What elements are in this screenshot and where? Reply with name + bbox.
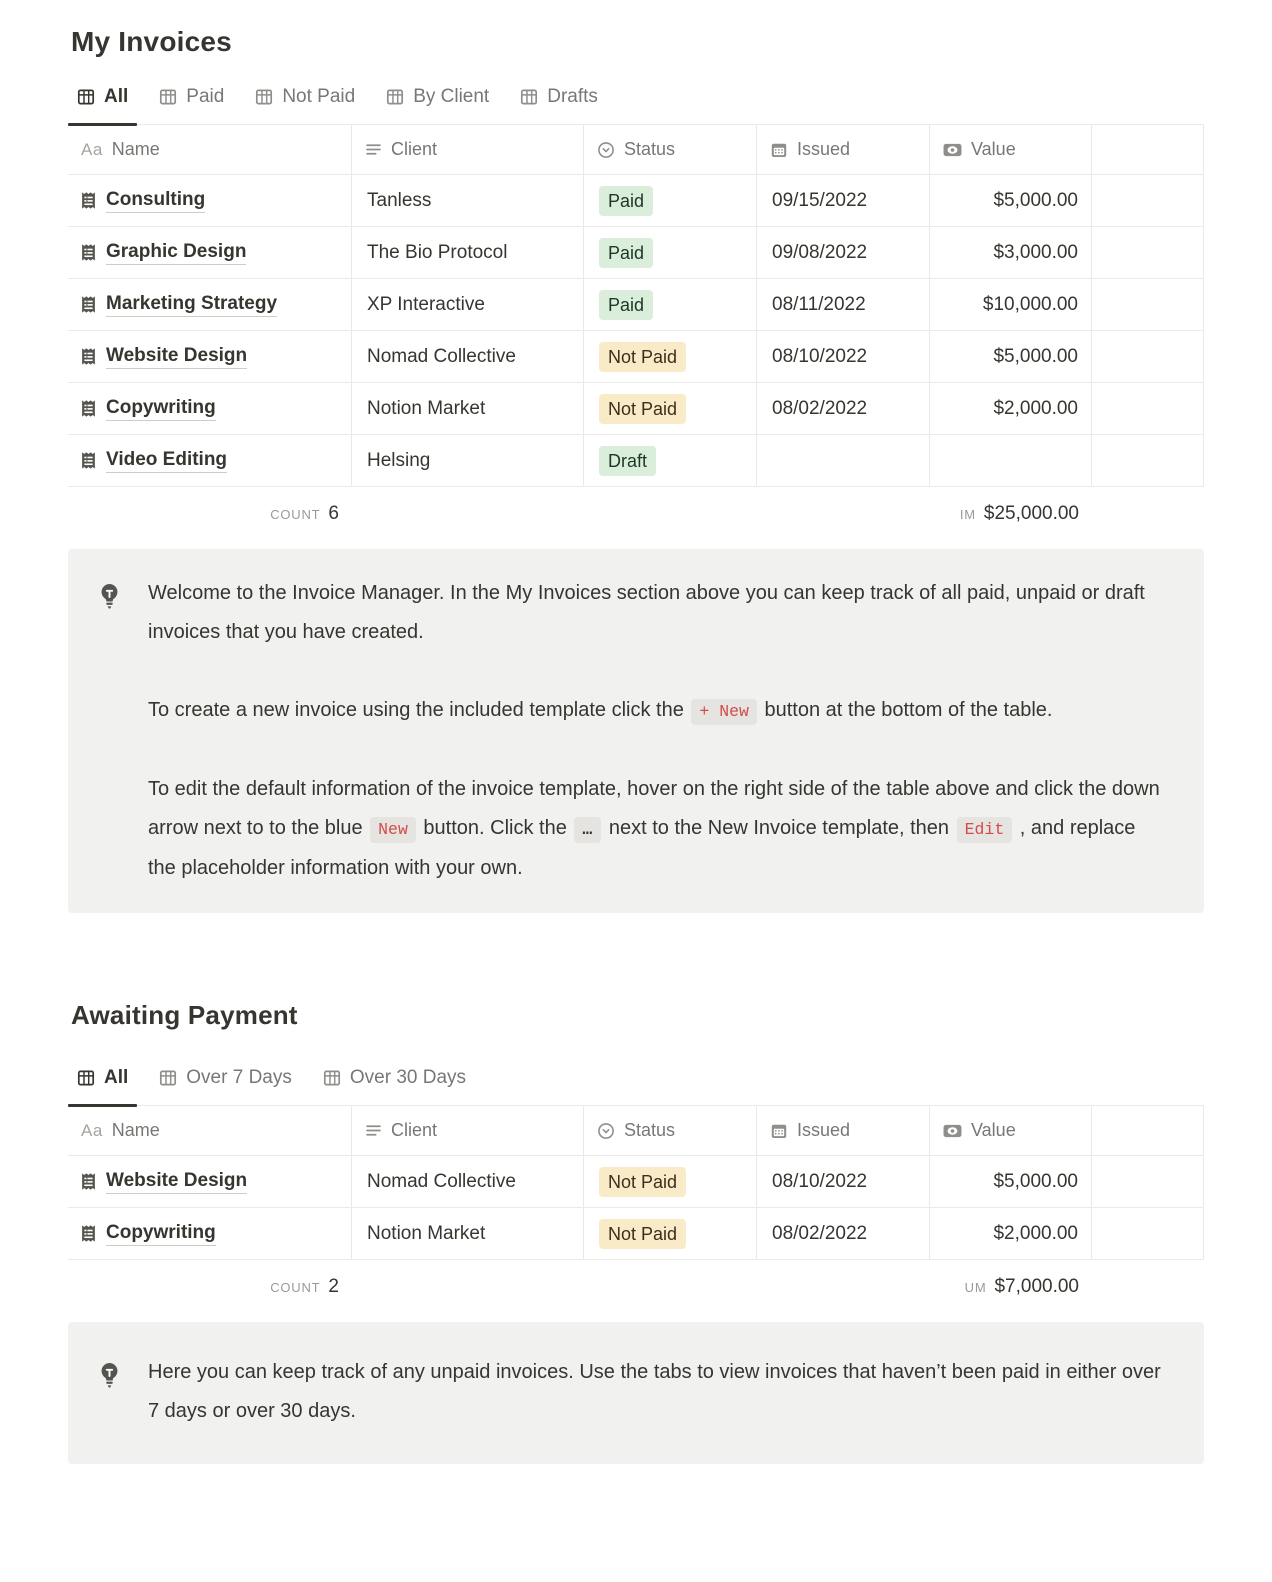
status-badge[interactable]: Draft xyxy=(599,446,656,476)
tab-label: All xyxy=(104,86,129,107)
table-view-icon xyxy=(323,1069,341,1087)
table-row xyxy=(68,331,1204,383)
column-header-client[interactable] xyxy=(352,1106,584,1156)
column-header-value[interactable] xyxy=(930,125,1092,175)
status-badge[interactable]: Paid xyxy=(599,290,653,320)
text-segment: Welcome to the Invoice Manager. In the My Invoices section above you can keep track of all paid, unpaid or draft invoices that you have created. xyxy=(148,582,1145,643)
issued-date-cell[interactable] xyxy=(757,435,930,487)
column-header-name[interactable] xyxy=(68,125,352,175)
sum-value: $25,000.00 xyxy=(983,503,1079,524)
text-segment: , and replace the placeholder information with your own. xyxy=(148,817,1136,879)
invoice-page-link[interactable]: Copywriting xyxy=(106,397,216,421)
status-badge[interactable]: Not Paid xyxy=(599,1219,686,1249)
column-header-client[interactable] xyxy=(352,125,584,175)
value-cell[interactable] xyxy=(930,435,1092,487)
count-label: COUNT xyxy=(270,1280,321,1295)
my-invoices-table xyxy=(68,125,1204,541)
money-icon xyxy=(943,142,962,158)
issued-date-cell[interactable]: 08/02/2022 xyxy=(757,383,930,435)
text-lines-icon xyxy=(365,1122,382,1139)
column-header-status[interactable] xyxy=(584,1106,757,1156)
awaiting-payment-section xyxy=(68,997,1204,1464)
client-cell[interactable]: Notion Market xyxy=(352,383,584,435)
column-header-label: Name xyxy=(111,1120,160,1140)
receipt-icon xyxy=(81,452,96,469)
callout-paragraph xyxy=(148,691,1164,731)
issued-date-cell[interactable]: 08/11/2022 xyxy=(757,279,930,331)
value-cell[interactable]: $2,000.00 xyxy=(930,1208,1092,1260)
invoice-name-cell[interactable] xyxy=(68,279,352,331)
status-cell[interactable] xyxy=(584,435,757,487)
callout-paragraph xyxy=(148,770,1164,888)
table-view-icon xyxy=(386,88,404,106)
value-cell[interactable]: $5,000.00 xyxy=(930,331,1092,383)
column-header-issued[interactable] xyxy=(757,125,930,175)
tab-not-paid[interactable] xyxy=(246,84,364,124)
invoice-name-cell[interactable] xyxy=(68,435,352,487)
receipt-icon xyxy=(81,296,96,313)
value-cell[interactable]: $5,000.00 xyxy=(930,1156,1092,1208)
row-spacer-cell xyxy=(1092,175,1204,227)
issued-date-cell[interactable]: 09/08/2022 xyxy=(757,227,930,279)
status-cell[interactable] xyxy=(584,383,757,435)
issued-date-cell[interactable]: 08/02/2022 xyxy=(757,1208,930,1260)
count-calculation[interactable] xyxy=(68,1260,352,1314)
status-badge[interactable]: Not Paid xyxy=(599,394,686,424)
my-invoices-section xyxy=(68,24,1204,913)
client-cell[interactable]: Tanless xyxy=(352,175,584,227)
invoice-name-cell[interactable] xyxy=(68,227,352,279)
calendar-icon xyxy=(770,1122,788,1140)
column-header-value[interactable] xyxy=(930,1106,1092,1156)
text-segment: next to the New Invoice template, then xyxy=(603,817,955,839)
table-row xyxy=(68,279,1204,331)
column-header-label: Client xyxy=(391,1120,438,1140)
section-title-my-invoices: My Invoices xyxy=(71,26,232,57)
status-badge[interactable]: Not Paid xyxy=(599,342,686,372)
inline-code-edit: Edit xyxy=(957,817,1013,843)
status-badge[interactable]: Not Paid xyxy=(599,1167,686,1197)
tab-label: All xyxy=(104,1067,129,1088)
row-spacer-cell xyxy=(1092,279,1204,331)
row-spacer-cell xyxy=(1092,331,1204,383)
issued-date-cell[interactable]: 09/15/2022 xyxy=(757,175,930,227)
issued-date-cell[interactable]: 08/10/2022 xyxy=(757,1156,930,1208)
my-invoices-callout xyxy=(68,549,1204,913)
receipt-icon xyxy=(81,1173,96,1190)
tab-over-30-days[interactable] xyxy=(314,1065,475,1105)
tab-label: Paid xyxy=(186,86,225,107)
column-header-label: Status xyxy=(624,139,676,159)
column-header-name[interactable] xyxy=(68,1106,352,1156)
status-cell[interactable] xyxy=(584,279,757,331)
tab-drafts[interactable] xyxy=(511,84,607,124)
status-cell[interactable] xyxy=(584,331,757,383)
table-footer-row xyxy=(68,1260,1204,1314)
column-header-label: Value xyxy=(971,139,1016,159)
receipt-icon xyxy=(81,348,96,365)
client-cell[interactable]: The Bio Protocol xyxy=(352,227,584,279)
calendar-icon xyxy=(770,141,788,159)
column-header-status[interactable] xyxy=(584,125,757,175)
row-spacer-cell xyxy=(1092,227,1204,279)
callout-text xyxy=(148,1353,1164,1431)
count-label: COUNT xyxy=(270,507,321,522)
status-cell[interactable] xyxy=(584,1208,757,1260)
value-cell[interactable]: $2,000.00 xyxy=(930,383,1092,435)
text-segment: To create a new invoice using the included template click the xyxy=(148,699,690,721)
invoice-page-link[interactable]: Graphic Design xyxy=(106,241,246,265)
sum-calculation[interactable] xyxy=(930,487,1092,541)
invoice-page-link[interactable]: Video Editing xyxy=(106,449,227,473)
invoice-page-link[interactable]: Marketing Strategy xyxy=(106,293,277,317)
tab-label: Over 7 Days xyxy=(186,1067,292,1088)
row-spacer-cell xyxy=(1092,1208,1204,1260)
tab-label: By Client xyxy=(413,86,490,107)
inline-code-: … xyxy=(574,817,601,843)
table-view-icon xyxy=(77,88,95,106)
invoice-page-link[interactable]: Copywriting xyxy=(106,1222,216,1246)
select-icon xyxy=(597,1122,615,1140)
row-spacer-cell xyxy=(1092,1156,1204,1208)
select-icon xyxy=(597,141,615,159)
sum-label: IM xyxy=(959,507,976,522)
text-aa-icon: Aa xyxy=(81,1120,103,1140)
lightbulb-icon xyxy=(99,583,120,888)
table-row xyxy=(68,175,1204,227)
callout-text xyxy=(148,574,1164,888)
count-value: 6 xyxy=(328,503,339,524)
count-calculation[interactable] xyxy=(68,487,352,541)
column-header-spacer xyxy=(1092,1106,1204,1156)
invoice-manager-page xyxy=(0,24,1272,1464)
receipt-icon xyxy=(81,400,96,417)
invoice-name-cell[interactable] xyxy=(68,1156,352,1208)
status-badge[interactable]: Paid xyxy=(599,186,653,216)
tab-paid[interactable] xyxy=(150,84,233,124)
client-cell[interactable]: XP Interactive xyxy=(352,279,584,331)
value-cell[interactable]: $3,000.00 xyxy=(930,227,1092,279)
inline-code-new: New xyxy=(370,817,416,843)
table-view-icon xyxy=(520,88,538,106)
invoice-page-link[interactable]: Website Design xyxy=(106,345,247,369)
tab-all[interactable] xyxy=(68,1065,137,1105)
text-segment: button. Click the xyxy=(417,817,573,839)
table-footer-row xyxy=(68,487,1204,541)
sum-label: UM xyxy=(964,1280,987,1295)
sum-calculation[interactable] xyxy=(930,1260,1092,1314)
table-header-row xyxy=(68,125,1204,175)
callout-paragraph xyxy=(148,574,1164,652)
client-cell[interactable]: Nomad Collective xyxy=(352,331,584,383)
text-lines-icon xyxy=(365,141,382,158)
column-header-issued[interactable] xyxy=(757,1106,930,1156)
column-header-label: Name xyxy=(111,139,160,159)
sum-value: $7,000.00 xyxy=(994,1276,1079,1297)
receipt-icon xyxy=(81,244,96,261)
table-row xyxy=(68,383,1204,435)
column-header-label: Client xyxy=(391,139,438,159)
tab-label: Drafts xyxy=(547,86,598,107)
text-segment: To edit the default information of the invoice template, hover on the right side of the table above and click the down arrow next to to the blue xyxy=(148,778,1160,839)
tab-label: Over 30 Days xyxy=(349,1067,467,1088)
column-header-label: Issued xyxy=(797,1120,851,1140)
tab-label: Not Paid xyxy=(282,86,356,107)
value-cell[interactable]: $10,000.00 xyxy=(930,279,1092,331)
invoice-page-link[interactable]: Consulting xyxy=(106,189,205,213)
money-icon xyxy=(943,1123,962,1139)
table-row xyxy=(68,1156,1204,1208)
tab-by-client[interactable] xyxy=(377,84,498,124)
section-title-awaiting-payment: Awaiting Payment xyxy=(71,1000,298,1030)
text-segment: button at the bottom of the table. xyxy=(758,699,1053,721)
invoice-name-cell[interactable] xyxy=(68,1208,352,1260)
client-cell[interactable]: Nomad Collective xyxy=(352,1156,584,1208)
invoice-page-link[interactable]: Website Design xyxy=(106,1170,247,1194)
receipt-icon xyxy=(81,1225,96,1242)
status-cell[interactable] xyxy=(584,227,757,279)
status-badge[interactable]: Paid xyxy=(599,238,653,268)
tab-over-7-days[interactable] xyxy=(150,1065,301,1105)
issued-date-cell[interactable]: 08/10/2022 xyxy=(757,331,930,383)
column-header-label: Issued xyxy=(797,139,851,159)
inline-code-new: + New xyxy=(691,699,757,725)
invoice-name-cell[interactable] xyxy=(68,383,352,435)
value-cell[interactable]: $5,000.00 xyxy=(930,175,1092,227)
tab-all[interactable] xyxy=(68,84,137,124)
callout-paragraph xyxy=(148,1353,1164,1431)
text-segment: Here you can keep track of any unpaid invoices. Use the tabs to view invoices that haven’t been paid in either over 7 days or over 30 days. xyxy=(148,1361,1161,1422)
client-cell[interactable]: Helsing xyxy=(352,435,584,487)
client-cell[interactable]: Notion Market xyxy=(352,1208,584,1260)
text-aa-icon: Aa xyxy=(81,139,103,159)
lightbulb-icon xyxy=(99,1362,120,1431)
status-cell[interactable] xyxy=(584,1156,757,1208)
table-row xyxy=(68,1208,1204,1260)
receipt-icon xyxy=(81,192,96,209)
table-header-row xyxy=(68,1106,1204,1156)
table-row xyxy=(68,435,1204,487)
table-view-icon xyxy=(159,1069,177,1087)
column-header-label: Status xyxy=(624,1120,676,1140)
status-cell[interactable] xyxy=(584,175,757,227)
row-spacer-cell xyxy=(1092,383,1204,435)
table-view-icon xyxy=(77,1069,95,1087)
invoice-name-cell[interactable] xyxy=(68,175,352,227)
count-value: 2 xyxy=(328,1276,339,1297)
table-view-icon xyxy=(255,88,273,106)
awaiting-payment-table xyxy=(68,1106,1204,1314)
awaiting-payment-view-tabs xyxy=(68,1065,1204,1106)
column-header-spacer xyxy=(1092,125,1204,175)
awaiting-payment-callout xyxy=(68,1322,1204,1464)
table-view-icon xyxy=(159,88,177,106)
my-invoices-view-tabs xyxy=(68,84,1204,125)
table-row xyxy=(68,227,1204,279)
column-header-label: Value xyxy=(971,1120,1016,1140)
row-spacer-cell xyxy=(1092,435,1204,487)
invoice-name-cell[interactable] xyxy=(68,331,352,383)
